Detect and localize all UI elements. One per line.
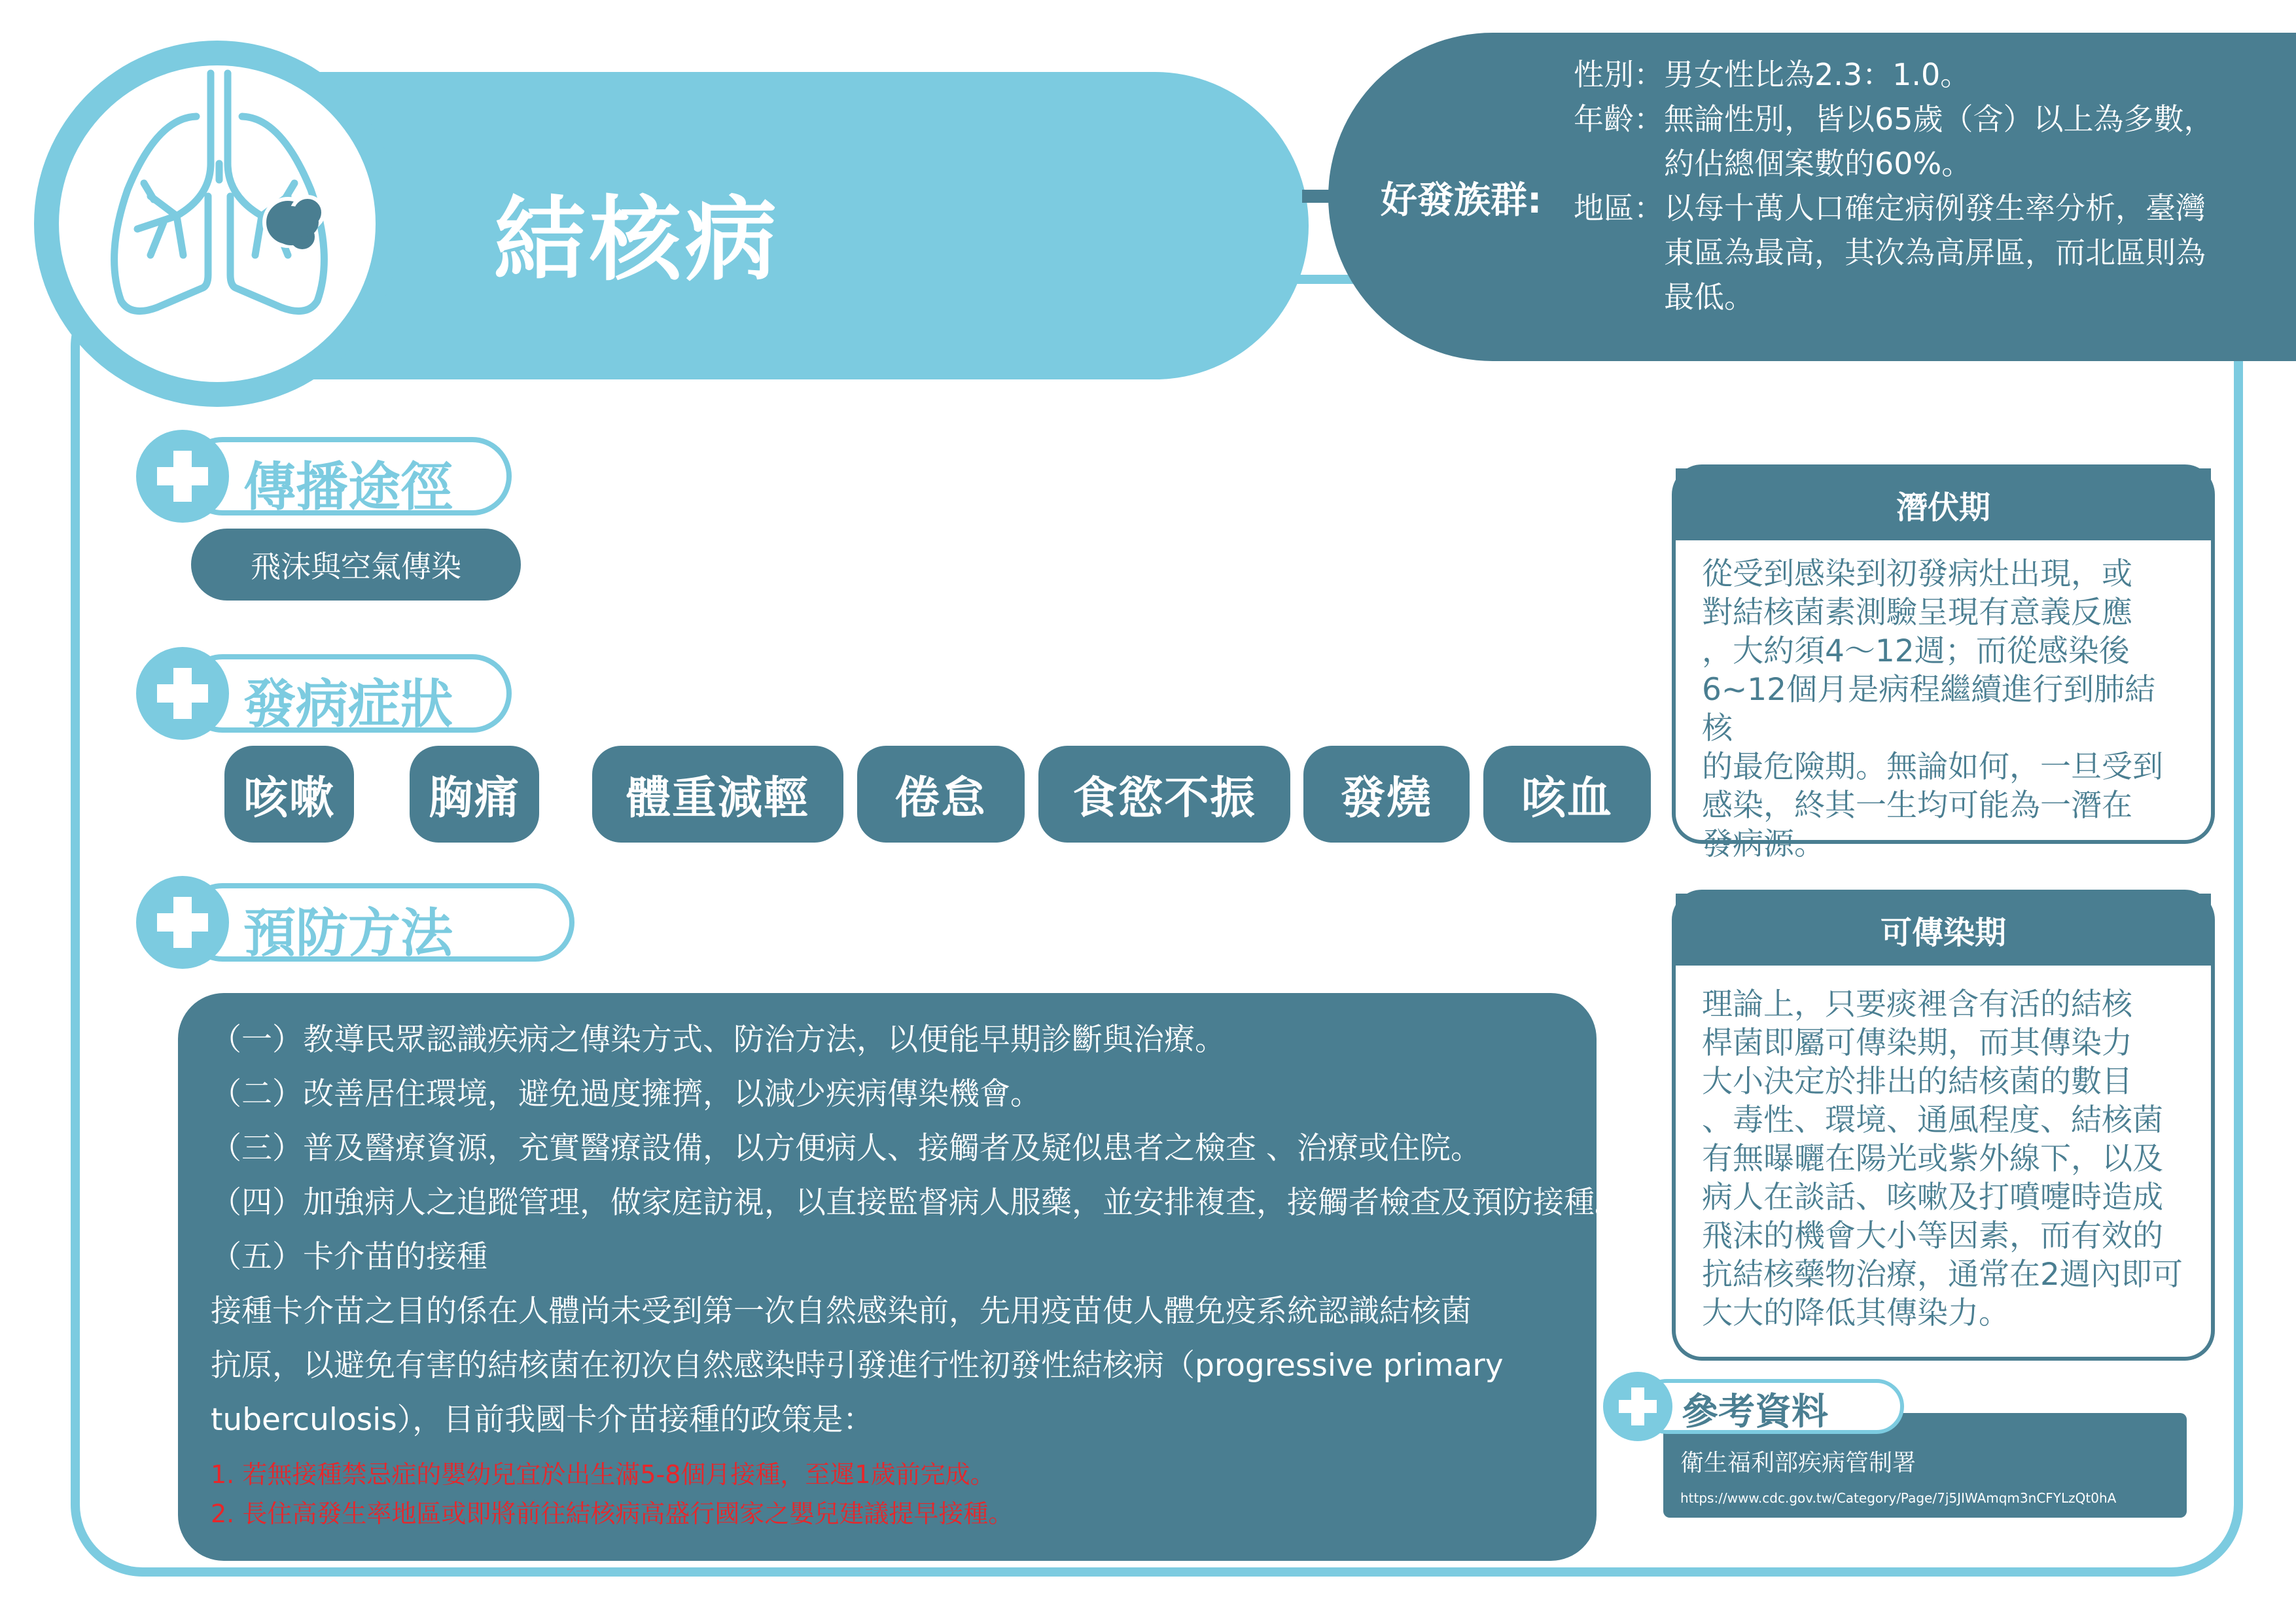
bcg-policy-item: 1. 若無接種禁忌症的嬰幼兒宜於出生滿5-8個月接種，至遲1歲前完成。 — [211, 1460, 995, 1489]
plus-icon — [173, 668, 192, 719]
symptom-weight-loss: 體重減輕 — [592, 746, 843, 843]
contagious-line: 抗結核藥物治療，通常在2週內即可 — [1702, 1257, 2183, 1293]
symptom-cough: 咳嗽 — [224, 746, 354, 843]
prevention-item: （三）普及醫療資源，充實醫療設備，以方便病人、接觸者及疑似患者之檢查 、治療或住院。 — [211, 1130, 1481, 1166]
plus-icon — [173, 897, 192, 948]
contagious-panel — [1672, 890, 2215, 1361]
incubation-line: 感染，終其一生均可能為一潛在 — [1702, 788, 2132, 824]
contagious-text — [1676, 985, 2211, 1333]
contagious-line: 理論上，只要痰裡含有活的結核 — [1702, 986, 2132, 1022]
symptoms-title: 發病症狀 — [243, 674, 453, 735]
incubation-line: 從受到感染到初發病灶出現，或 — [1702, 556, 2132, 592]
symptom-poor-appetite: 食慾不振 — [1038, 746, 1290, 843]
incubation-line: 發病源。 — [1702, 826, 1825, 862]
symptom-hemoptysis: 咳血 — [1483, 746, 1651, 843]
transmission-route: 飛沫與空氣傳染 — [191, 529, 521, 601]
contagious-line: 、毒性、環境、通風程度、結核菌 — [1702, 1102, 2163, 1138]
contagious-line: 桿菌即屬可傳染期，而其傳染力 — [1702, 1025, 2132, 1061]
prevention-item: （四）加強病人之追蹤管理，做家庭訪視，以直接監督病人服藥，並安排複查，接觸者檢查及預防接種。 — [211, 1185, 1625, 1221]
symptom-fatigue: 倦怠 — [857, 746, 1025, 843]
contagious-title: 可傳染期 — [1676, 894, 2211, 966]
contagious-line: 有無曝曬在陽光或紫外線下，以及 — [1702, 1141, 2163, 1177]
population-region-line: 以每十萬人口確定病例發生率分析，臺灣 — [1664, 190, 2206, 226]
prevention-content — [211, 1013, 1625, 1533]
contagious-line: 大小決定於排出的結核菌的數目 — [1702, 1064, 2132, 1100]
population-gender-line: 男女性比為2.3：1.0。 — [1664, 57, 1971, 92]
incubation-text — [1676, 555, 2211, 864]
incubation-title: 潛伏期 — [1676, 468, 2211, 540]
bcg-paragraph-line: 抗原，以避免有害的結核菌在初次自然感染時引發進行性初發性結核病（progressive primary — [211, 1348, 1504, 1384]
prevention-item: （五）卡介苗的接種 — [211, 1239, 487, 1275]
population-region-line: 最低。 — [1664, 279, 1754, 315]
incubation-line: 的最危險期。無論如何，一旦受到 — [1702, 749, 2163, 785]
reference-title: 參考資料 — [1682, 1391, 1828, 1433]
bcg-paragraph-line: tuberculosis），目前我國卡介苗接種的政策是： — [211, 1402, 874, 1438]
population-details — [1574, 52, 2214, 319]
contagious-line: 飛沫的機會大小等因素，而有效的 — [1702, 1218, 2163, 1254]
incubation-line: 6~12個月是病程繼續進行到肺結核 — [1702, 672, 2156, 746]
contagious-line: 病人在談話、咳嗽及打噴嚏時造成 — [1702, 1179, 2163, 1215]
prevention-item: （二）改善居住環境，避免過度擁擠，以減少疾病傳染機會。 — [211, 1076, 1041, 1112]
bcg-policy-item: 2. 長住高發生率地區或即將前往結核病高盛行國家之嬰兒建議提早接種。 — [211, 1499, 1014, 1528]
population-region-line: 東區為最高，其次為高屏區，而北區則為 — [1664, 235, 2206, 270]
transmission-title: 傳播途徑 — [243, 457, 453, 517]
reference-url[interactable]: https://www.cdc.gov.tw/Category/Page/7j5JIWAmqm3nCFYLzQt0hA — [1680, 1490, 2117, 1506]
reference-source: 衛生福利部疾病管制署 — [1680, 1450, 1916, 1476]
prevention-title: 預防方法 — [243, 903, 453, 964]
population-key-gender: 性別： — [1574, 57, 1664, 92]
plus-icon — [1631, 1387, 1644, 1425]
population-age-line: 約佔總個案數的60%。 — [1664, 146, 1972, 181]
contagious-line: 大大的降低其傳染力。 — [1702, 1295, 2009, 1331]
symptom-chest-pain: 胸痛 — [410, 746, 539, 843]
incubation-line: 對結核菌素測驗呈現有意義反應 — [1702, 595, 2132, 631]
population-key-age: 年齡： — [1574, 101, 1664, 137]
incubation-panel — [1672, 464, 2215, 862]
bcg-paragraph-line: 接種卡介苗之目的係在人體尚未受到第一次自然感染前，先用疫苗使人體免疫系統認識結核菌 — [211, 1293, 1472, 1329]
incubation-line: ，大約須4～12週；而從感染後 — [1702, 633, 2130, 669]
page-title: 結核病 — [494, 187, 781, 294]
population-age-line: 無論性別，皆以65歲（含）以上為多數， — [1664, 101, 2214, 137]
prevention-item: （一）教導民眾認識疾病之傳染方式、防治方法，以便能早期診斷與治療。 — [211, 1022, 1226, 1058]
population-label: 好發族群: — [1381, 179, 1542, 222]
symptom-fever: 發燒 — [1303, 746, 1470, 843]
plus-icon — [173, 451, 192, 502]
population-key-region: 地區： — [1574, 190, 1664, 226]
lungs-icon — [92, 65, 347, 321]
